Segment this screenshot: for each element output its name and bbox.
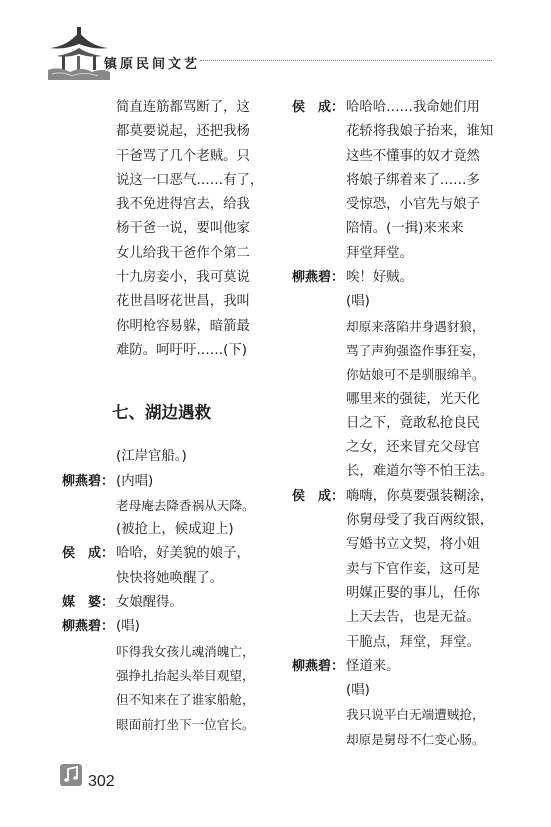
text-line: 十九房妾小，我可莫说: [116, 270, 250, 286]
dialogue-text: 怪道来。: [346, 658, 400, 674]
dialogue-text: 拜堂拜堂。: [346, 245, 413, 261]
dialogue-hou-2: [292, 96, 497, 120]
verse-line: 但不知来在了谁家船舱，: [116, 692, 255, 708]
dialogue-liu-4: [292, 655, 497, 679]
verse-line: 却原来落陷井身遇豺狼，: [346, 318, 485, 334]
speaker-label: 柳燕碧：: [62, 473, 115, 489]
dialogue-text: 女娘醒得。: [116, 595, 183, 611]
dialogue-text: 日之下，竟敢私抢良民: [346, 415, 480, 431]
dialogue-text: 上天去告，也是无益。: [346, 610, 480, 626]
text-line: 你明枪容易躲，暗箭最: [116, 318, 250, 334]
speaker-label: 侯 成：: [62, 546, 115, 562]
text-line: 都莫要说起，还把我杨: [116, 124, 250, 140]
dialogue-text: 陪情。(一揖)来来来: [346, 221, 464, 237]
dialogue-liu-2: [62, 615, 277, 639]
text-line: 说这一口恶气……有了，: [116, 172, 264, 188]
dialogue-text: 花轿将我娘子抬来，谁知: [346, 124, 494, 140]
verse-line: 你姑娘可不是驯服绵羊。: [346, 367, 485, 383]
dialogue-mei-1: [62, 591, 277, 615]
dialogue-text: 哈哈，好美貌的娘子，: [116, 546, 250, 562]
verse-line: 强挣扎抬起头举目观望，: [116, 667, 255, 683]
continuation-block: [116, 96, 277, 363]
speaker-label: 侯 成：: [292, 100, 345, 115]
dialogue-text: 之女，还来冒充父母官: [346, 440, 480, 456]
verse-line: 老母庵去降香祸从天降。: [116, 497, 255, 513]
page-number: 302: [88, 773, 115, 790]
dialogue-text: 卖与下官作妾，这可是: [346, 561, 480, 577]
header-rule: [200, 60, 492, 61]
speaker-label: 媒 婆：: [62, 595, 115, 611]
dialogue-text: 哪里来的强徒，光天化: [346, 391, 480, 407]
dialogue-text: 嗨嗨，你莫要强装糊涂，: [346, 488, 494, 504]
dialogue-text: 将娘子绑着来了……多: [346, 172, 480, 188]
header-title: 镇原民间文艺: [104, 57, 201, 72]
dialogue-text: (内唱): [116, 473, 154, 489]
dialogue-text: (唱): [116, 619, 140, 635]
dialogue-text: 写婚书立文契，将小姐: [346, 537, 480, 553]
dialogue-liu-1: [62, 470, 277, 494]
text-line: 杨干爸一说，要叫他家: [116, 221, 250, 237]
dialogue-text: 哈哈哈……我命她们用: [346, 100, 480, 115]
dialogue-text: 唉！好贼。: [346, 270, 413, 286]
dialogue-text: (唱): [346, 683, 370, 699]
left-column: [62, 96, 277, 737]
pavilion-logo-icon: [48, 26, 110, 80]
dialogue-text: 快快将她唤醒了。: [116, 570, 224, 586]
verse-line: 骂了声狗强盗作事狂妄，: [346, 342, 485, 358]
verse-line: 却原是舅母不仁变心肠。: [346, 731, 485, 747]
dialogue-text: 这些不懂事的奴才竟然: [346, 148, 480, 164]
right-column: [292, 96, 497, 752]
text-line: 简直连筋都骂断了，这: [116, 100, 250, 115]
verse-line: 吓得我女孩儿魂消魄亡，: [116, 643, 255, 659]
stage-direction: (江岸官船。): [116, 449, 187, 465]
dialogue-text: 你舅母受了我百两纹银，: [346, 513, 494, 529]
dialogue-text: 受惊恐，小官先与娘子: [346, 197, 480, 213]
music-note-icon: [60, 764, 82, 786]
dialogue-text: 长，难道尔等不怕王法。: [346, 464, 494, 480]
dialogue-text: 干脆点，拜堂，拜堂。: [346, 634, 480, 650]
stage-direction: (被抢上，候成迎上): [116, 522, 234, 538]
dialogue-hou-1: [62, 542, 277, 566]
speaker-label: 柳燕碧：: [62, 619, 115, 635]
speaker-label: 侯 成：: [292, 488, 345, 504]
text-line: 干爸骂了几个老贼。只: [116, 148, 250, 164]
verse-line: 我只说平白无端遭贼抢，: [346, 707, 485, 723]
text-line: 难防。呵吁吁……(下): [116, 342, 247, 358]
section-title: 七、湖边遇救: [112, 403, 211, 423]
speaker-label: 柳燕碧：: [292, 658, 345, 674]
text-line: 花世昌呀花世昌，我叫: [116, 294, 250, 310]
dialogue-text: (唱): [346, 294, 370, 310]
text-line: 我不免进得宫去，给我: [116, 197, 250, 213]
dialogue-text: 明媒正娶的事儿，任你: [346, 585, 480, 601]
text-line: 女儿给我干爸作个第二: [116, 245, 250, 261]
dialogue-liu-3: [292, 266, 497, 290]
dialogue-hou-3: [292, 485, 497, 509]
verse-line: 眼面前打坐下一位官长。: [116, 716, 255, 732]
speaker-label: 柳燕碧：: [292, 270, 345, 286]
